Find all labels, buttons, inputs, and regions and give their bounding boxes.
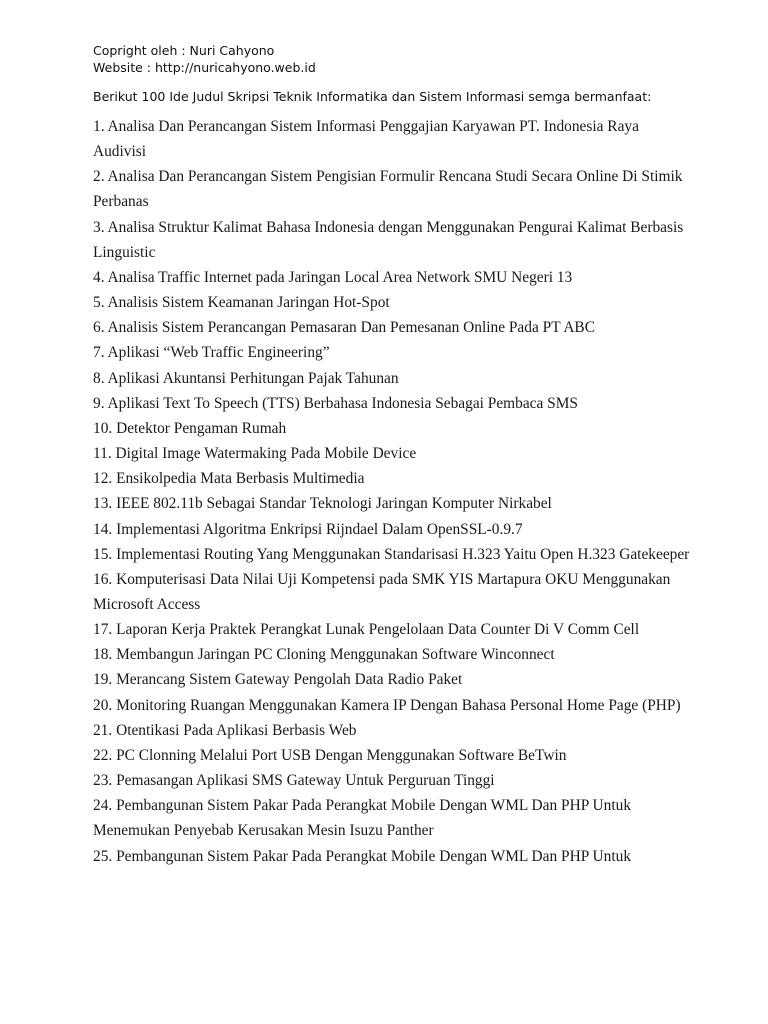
document-header <box>93 42 733 76</box>
list-item: 11. Digital Image Watermaking Pada Mobile Device <box>93 445 417 463</box>
list-item: 10. Detektor Pengaman Rumah <box>93 419 287 437</box>
list-item: 20. Monitoring Ruangan Menggunakan Kamera IP Dengan Bahasa Personal Home Page (PHP) <box>93 696 681 714</box>
list-item: 12. Ensikolpedia Mata Berbasis Multimedia <box>93 470 365 488</box>
list-item: 8. Aplikasi Akuntansi Perhitungan Pajak Tahunan <box>93 369 399 387</box>
list-item: 9. Aplikasi Text To Speech (TTS) Berbahasa Indonesia Sebagai Pembaca SMS <box>93 394 578 412</box>
list-item: 24. Pembangunan Sistem Pakar Pada Perangkat Mobile Dengan WML Dan PHP Untuk Menemukan Penyebab Kerusakan Mesin Isuzu Panther <box>93 797 632 840</box>
list-item: 15. Implementasi Routing Yang Menggunakan Standarisasi H.323 Yaitu Open H.323 Gatekeeper <box>93 545 690 563</box>
list-item: 18. Membangun Jaringan PC Cloning Menggunakan Software Winconnect <box>93 646 555 664</box>
thesis-title-list <box>93 114 693 869</box>
list-item: 25. Pembangunan Sistem Pakar Pada Perangkat Mobile Dengan WML Dan PHP Untuk <box>93 847 632 865</box>
list-item: 1. Analisa Dan Perancangan Sistem Informasi Penggajian Karyawan PT. Indonesia Raya Audivisi <box>93 118 639 161</box>
website-line: Website : http://nuricahyono.web.id <box>93 60 316 75</box>
list-item: 13. IEEE 802.11b Sebagai Standar Teknologi Jaringan Komputer Nirkabel <box>93 495 552 513</box>
list-item: 14. Implementasi Algoritma Enkripsi Rijndael Dalam OpenSSL-0.9.7 <box>93 520 523 538</box>
list-item: 4. Analisa Traffic Internet pada Jaringan Local Area Network SMU Negeri 13 <box>93 268 573 286</box>
list-item: 7. Aplikasi “Web Traffic Engineering” <box>93 344 330 362</box>
intro-text: Berikut 100 Ide Judul Skripsi Teknik Informatika dan Sistem Informasi semga bermanfaat: <box>93 89 652 104</box>
list-item: 2. Analisa Dan Perancangan Sistem Pengisian Formulir Rencana Studi Secara Online Di Stimik Perbanas <box>93 168 683 211</box>
list-item: 22. PC Clonning Melalui Port USB Dengan Menggunakan Software BeTwin <box>93 746 567 764</box>
list-item: 21. Otentikasi Pada Aplikasi Berbasis Web <box>93 721 357 739</box>
list-item: 17. Laporan Kerja Praktek Perangkat Lunak Pengelolaan Data Counter Di V Comm Cell <box>93 621 640 639</box>
list-item: 19. Merancang Sistem Gateway Pengolah Data Radio Paket <box>93 671 463 689</box>
list-item: 16. Komputerisasi Data Nilai Uji Kompetensi pada SMK YIS Martapura OKU Menggunakan Microsoft Access <box>93 570 671 613</box>
list-item: 6. Analisis Sistem Perancangan Pemasaran Dan Pemesanan Online Pada PT ABC <box>93 319 595 337</box>
copyright-line: Copright oleh : Nuri Cahyono <box>93 43 275 58</box>
list-item: 23. Pemasangan Aplikasi SMS Gateway Untuk Perguruan Tinggi <box>93 772 495 790</box>
list-item: 3. Analisa Struktur Kalimat Bahasa Indonesia dengan Menggunakan Pengurai Kalimat Berbasis Linguistic <box>93 218 684 261</box>
list-item: 5. Analisis Sistem Keamanan Jaringan Hot-Spot <box>93 294 390 312</box>
